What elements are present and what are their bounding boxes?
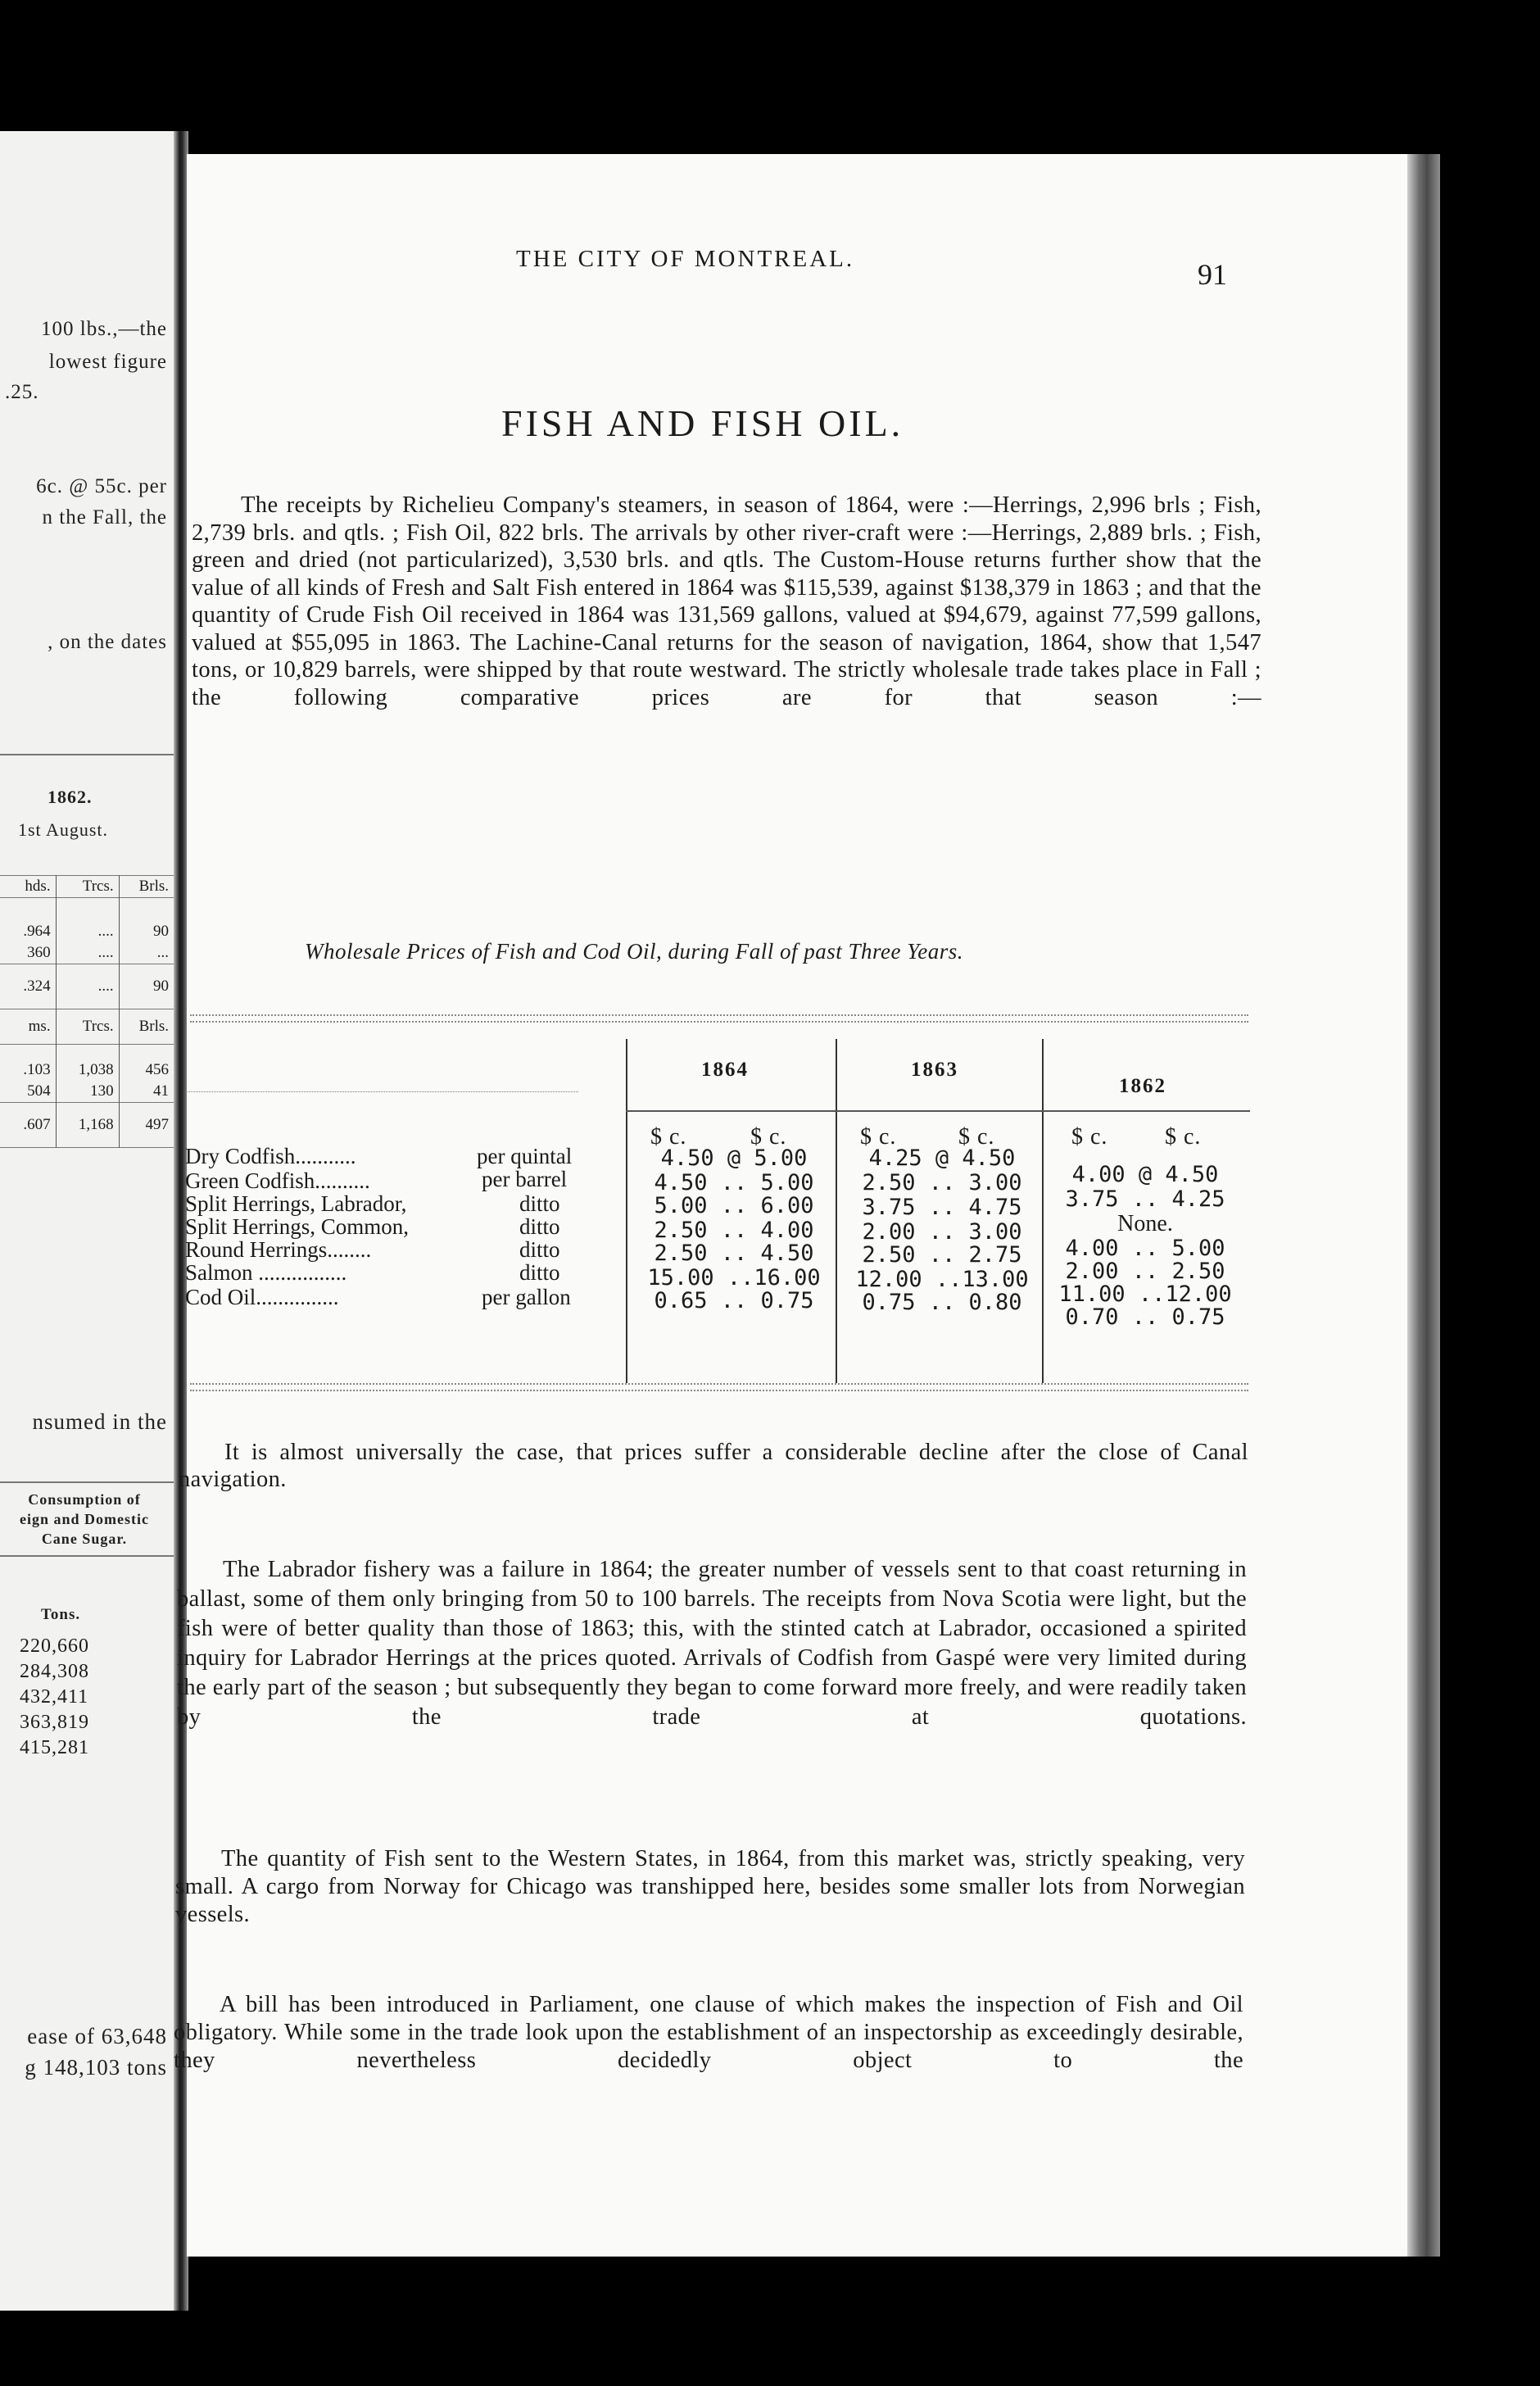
facing-text-line: ease of 63,648 <box>27 2024 167 2048</box>
row-unit: per quintal <box>477 1144 573 1168</box>
facing-table-spacer <box>119 1045 174 1060</box>
facing-table-cell: .324 <box>0 964 56 1009</box>
row-unit: ditto <box>519 1214 560 1239</box>
facing-consumption-line: eign and Domestic <box>20 1511 149 1527</box>
table-top-rule <box>190 1014 1248 1023</box>
facing-table-cell: .... <box>56 921 119 942</box>
facing-table-cell: Trcs. <box>56 1009 119 1045</box>
price-1862: None. <box>1117 1211 1173 1236</box>
column-rule <box>1042 1039 1044 1383</box>
facing-tons-value: 284,308 <box>20 1661 89 1682</box>
facing-table-cell: 360 <box>0 942 56 964</box>
facing-table-cell: ms. <box>0 1009 56 1045</box>
row-item: Green Codfish.......... <box>185 1168 370 1193</box>
facing-table-cell: 504 <box>0 1081 56 1103</box>
price-1863: 4.25 @ 4.50 <box>868 1145 1016 1171</box>
facing-table-cell: 456 <box>145 1061 169 1078</box>
facing-tons-value: 220,660 <box>20 1635 89 1657</box>
year-1862: 1862 <box>1119 1075 1166 1097</box>
facing-tons-value: 363,819 <box>20 1712 89 1733</box>
row-unit: ditto <box>519 1237 560 1262</box>
facing-table-cell: hds. <box>0 876 56 898</box>
price-1862: 3.75 .. 4.25 <box>1065 1186 1225 1212</box>
currency-label: $ c. <box>958 1124 995 1150</box>
facing-text-line: lowest figure <box>48 351 167 373</box>
currency-label: $ c. <box>1071 1124 1108 1150</box>
facing-table-cell: ... <box>156 944 169 961</box>
currency-label: $ c. <box>650 1124 687 1150</box>
row-item: Split Herrings, Labrador, <box>185 1191 407 1216</box>
facing-tons-value: 432,411 <box>20 1686 89 1708</box>
body-paragraph: A bill has been introduced in Parliament, one clause of which makes the inspection of Fish and Oil obligatory. While some in the trade look upon the establishment of an inspectorship as exceedingly desirable, they nevertheless decidedly object to the <box>174 1992 1243 2073</box>
facing-table-cell: Trcs. <box>56 876 119 898</box>
year-1863: 1863 <box>911 1059 958 1081</box>
price-1862: 4.00 .. 5.00 <box>1065 1236 1225 1261</box>
facing-tons-value: 415,281 <box>20 1737 89 1758</box>
facing-table-spacer <box>119 898 174 922</box>
facing-year: 1862. <box>48 787 93 807</box>
facing-rule <box>0 1555 174 1557</box>
price-table <box>185 1039 1250 1383</box>
year-1864: 1864 <box>701 1059 749 1081</box>
facing-table-1 <box>0 875 174 1148</box>
page-number: 91 <box>1198 258 1227 291</box>
facing-table-cell: 90 <box>153 923 169 940</box>
facing-table-cell: .103 <box>0 1059 56 1081</box>
facing-table-cell: .607 <box>0 1103 56 1148</box>
facing-tons-label: Tons. <box>41 1606 81 1623</box>
facing-table-cell: 497 <box>145 1116 169 1133</box>
section-title: FISH AND FISH OIL. <box>501 402 904 444</box>
row-item: Split Herrings, Common, <box>185 1214 410 1239</box>
facing-consumption-head <box>0 1490 170 1549</box>
body-paragraph: It is almost universally the case, that prices suffer a considerable decline after the close of Canal navigation. <box>179 1440 1248 1492</box>
facing-table-cell: Brls. <box>138 1018 169 1035</box>
price-1863: 3.75 .. 4.75 <box>862 1195 1022 1220</box>
body-paragraph: The quantity of Fish sent to the Western States, in 1864, from this market was, strictly speaking, very small. A cargo from Norway for Chicago was transhipped here, besides some smaller lots from Norwegian vessels. <box>175 1846 1245 1927</box>
facing-table-cell: 1,168 <box>56 1103 119 1148</box>
intro-paragraph: The receipts by Richelieu Company's steamers, in season of 1864, were :—Herrings, 2,996 brls ; Fish, 2,739 brls. and qtls. ; Fish Oil, 822 brls. The arrivals by other river-craft were :—Herrings, 2,889 brls. ; Fish, green and dried (not particularized), 3,530 brls. and qtls. The Custom-House returns further show that the value of all kinds of Fresh and Salt Fish entered in 1864 was $115,539, against $138,379 in 1863 ; and that the quantity of Crude Fish Oil received in 1864 was 131,569 gallons, valued at $94,679, against 77,599 gallons, valued at $55,095 in 1863. The Lachine-Canal returns for the season of navigation, 1864, show that 1,547 tons, or 10,829 barrels, were shipped by that route westward. The strictly wholesale trade takes place in Fall ; the following comparative prices are for that season :— <box>192 492 1261 710</box>
body-paragraph: The Labrador fishery was a failure in 1864; the greater number of vessels sent to that coast returning in ballast, some of them only bringing from 50 to 100 barrels. The receipts from Nova Scotia were light, but the fish were of better quality than those of 1863; this, with the stinted catch at Labrador, occasioned a spirited inquiry for Labrador Herrings at the prices quoted. Arrivals of Codfish from Gaspé were very limited during the early part of the season ; but subsequently they began to come forward more freely, and were readily taken by the trade at quotations. <box>177 1557 1247 1730</box>
facing-table-cell: 90 <box>153 978 169 995</box>
facing-table-spacer <box>0 898 56 922</box>
page-edge <box>1407 154 1440 2257</box>
price-1864: 4.50 .. 5.00 <box>654 1170 814 1195</box>
currency-label: $ c. <box>750 1124 787 1150</box>
facing-table-cell: 130 <box>56 1081 119 1103</box>
row-unit: ditto <box>519 1260 560 1285</box>
price-1864: 4.50 @ 5.00 <box>660 1145 808 1171</box>
facing-table-spacer <box>56 898 119 922</box>
price-1862: 11.00 ..12.00 <box>1058 1281 1232 1307</box>
price-1863: 2.50 .. 3.00 <box>862 1170 1022 1195</box>
facing-table-cell: 41 <box>153 1082 169 1100</box>
facing-table-cell: .964 <box>0 921 56 942</box>
price-1863: 12.00 ..13.00 <box>855 1267 1029 1292</box>
price-1863: 0.75 .. 0.80 <box>862 1290 1022 1315</box>
price-1864: 2.50 .. 4.50 <box>654 1241 814 1266</box>
header-rule <box>626 1110 1250 1112</box>
facing-table-cell: .... <box>56 964 119 1009</box>
facing-rule <box>0 1481 174 1483</box>
row-item: Dry Codfish........... <box>185 1144 356 1168</box>
facing-consumption-line: Consumption of <box>28 1491 141 1508</box>
row-item: Round Herrings........ <box>185 1237 372 1262</box>
table-caption: Wholesale Prices of Fish and Cod Oil, during Fall of past Three Years. <box>305 939 963 964</box>
facing-table-cell: Brls. <box>138 878 169 895</box>
price-1864: 2.50 .. 4.00 <box>654 1218 814 1243</box>
facing-table-spacer <box>56 1045 119 1060</box>
column-rule <box>836 1039 837 1383</box>
facing-text-line: n the Fall, the <box>42 506 167 528</box>
table-bottom-rule <box>190 1383 1248 1391</box>
price-1864: 5.00 .. 6.00 <box>654 1193 814 1218</box>
row-item: Salmon ................ <box>185 1260 347 1285</box>
facing-consumption-line: Cane Sugar. <box>41 1531 128 1547</box>
facing-text-line: , on the dates <box>48 631 167 653</box>
price-1863: 2.50 .. 2.75 <box>862 1242 1022 1268</box>
row-unit: ditto <box>519 1191 560 1216</box>
price-1864: 0.65 .. 0.75 <box>654 1288 814 1313</box>
price-1862: 2.00 .. 2.50 <box>1065 1259 1225 1284</box>
price-1863: 2.00 .. 3.00 <box>862 1219 1022 1245</box>
currency-label: $ c. <box>860 1124 897 1150</box>
facing-table-cell: 1,038 <box>56 1059 119 1081</box>
row-item: Cod Oil............... <box>185 1285 339 1309</box>
price-1862: 4.00 @ 4.50 <box>1071 1162 1219 1187</box>
column-rule <box>626 1039 627 1383</box>
row-unit: per barrel <box>482 1167 568 1191</box>
price-1864: 15.00 ..16.00 <box>647 1265 821 1291</box>
facing-table-cell: .... <box>56 942 119 964</box>
facing-text-line: nsumed in the <box>32 1409 167 1434</box>
facing-text-line: 100 lbs.,—the <box>41 318 167 340</box>
price-1862: 0.70 .. 0.75 <box>1065 1304 1225 1330</box>
label-rule <box>185 1091 578 1092</box>
facing-page <box>0 131 174 2311</box>
currency-label: $ c. <box>1165 1124 1202 1150</box>
running-head: THE CITY OF MONTREAL. <box>516 246 855 272</box>
facing-text-line: .25. <box>5 381 39 403</box>
facing-date: 1st August. <box>18 819 109 840</box>
row-unit: per gallon <box>482 1285 571 1309</box>
facing-tons-list <box>20 1634 89 1761</box>
facing-table-spacer <box>0 1045 56 1060</box>
facing-text-line: 6c. @ 55c. per <box>36 475 167 497</box>
facing-rule <box>0 754 174 755</box>
facing-text-line: g 148,103 tons <box>25 2055 167 2080</box>
